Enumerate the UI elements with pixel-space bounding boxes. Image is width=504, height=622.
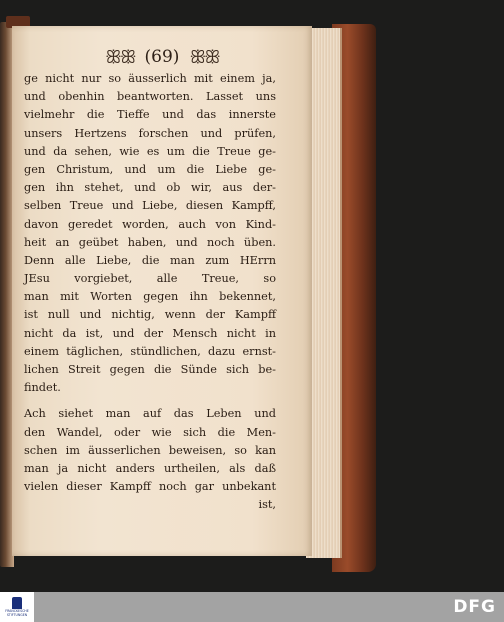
page-number: (69) (144, 47, 180, 67)
text-line: gen ihn stehet, und ob wir, aus der- (24, 181, 276, 195)
logo-text: FRANCKESCHE STIFTUNGEN (5, 609, 29, 617)
text-line: man mit Worten gegen ihn bekennet, (24, 290, 276, 304)
text-line: vielmehr die Tieffe und das innerste (24, 108, 276, 122)
text-line: JEsu vorgiebet, alle Treue, so (24, 272, 276, 286)
text-line: heit an geübet haben, und noch üben. (24, 235, 276, 249)
text-line: ist null und nichtig, wenn der Kampff (24, 308, 276, 322)
text-line: Ach siehet man auf das Leben und (24, 407, 276, 421)
text-line: findet. (24, 381, 61, 395)
text-line: selben Treue und Liebe, diesen Kampff, (24, 199, 276, 213)
text-line: gen Christum, und um die Liebe ge- (24, 162, 276, 176)
viewer-footer (0, 592, 504, 622)
text-line: unsers Hertzens forschen und prüfen, (24, 126, 276, 140)
text-line: nicht da ist, und der Mensch nicht in (24, 326, 276, 340)
paragraph-gap (24, 397, 276, 405)
text-line: schen im äusserlichen beweisen, so kan (24, 443, 276, 457)
text-line: den Wandel, oder wie sich die Men- (24, 425, 276, 439)
text-line: einem täglichen, stündlichen, dazu ernst- (24, 344, 276, 358)
text-line: man ja nicht anders urtheilen, als daß (24, 461, 276, 475)
text-line: lichen Streit gegen die Sünde sich be- (24, 363, 276, 376)
text-line: und da sehen, wie es um die Treue ge- (24, 144, 276, 158)
text-line: ge nicht nur so äusserlich mit einem ja, (24, 72, 276, 85)
text-line: Denn alle Liebe, die man zum HErrn (24, 253, 276, 267)
book-page (12, 26, 312, 556)
text-line: und obenhin beantworten. Lasset uns (24, 90, 276, 104)
logo-mark-icon (12, 597, 22, 609)
page-header (12, 46, 312, 68)
page-text (24, 70, 276, 515)
text-line: davon geredet worden, auch von Kind- (24, 217, 276, 231)
ornament-left-icon: ꕥꕥ (105, 46, 135, 68)
text-line: vielen dieser Kampff noch gar unbekant (24, 480, 276, 494)
dfg-logo[interactable]: DFG (453, 597, 496, 617)
ornament-right-icon: ꕥꕥ (189, 46, 219, 68)
institution-logo[interactable] (0, 592, 34, 622)
text-line: ist, (258, 498, 276, 512)
